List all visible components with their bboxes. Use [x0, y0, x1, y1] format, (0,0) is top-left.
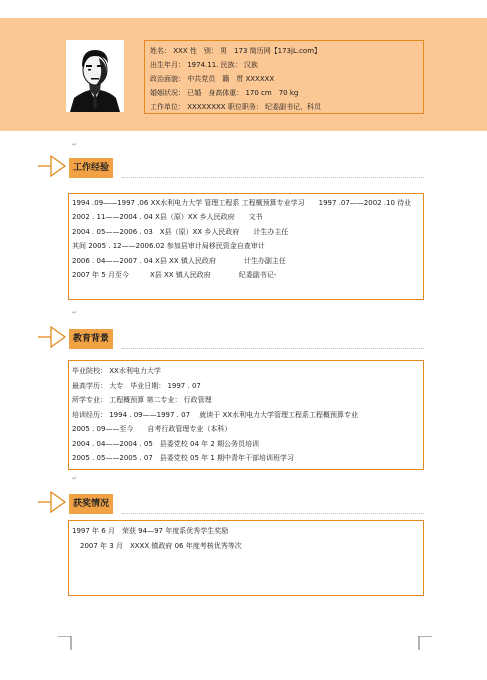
education-row: 2005 . 09——至今 自考行政管理专业（本科） [72, 425, 232, 433]
portrait-icon [66, 40, 124, 112]
section-divider [122, 348, 424, 349]
info-line-work: 工作单位： XXXXXXXX 职位职务： 纪委副书记、科员 [150, 103, 322, 111]
work-row: 2004 . 05——2006 . 03 X县（原）XX 乡人民政府 计生办主任 [72, 227, 289, 236]
info-line-marital: 婚姻状况： 已婚 身高体重： 170 cm 70 kg [150, 89, 299, 97]
award-row: 1997 年 6 月 荣获 94—97 年度系优秀学生奖励 [72, 527, 229, 535]
work-row: 2006 . 04——2007 . 04 X县 XX 镇人民政府 计生办副主任 [72, 256, 286, 265]
education-row: 最高学历： 大专 毕业日期： 1997 . 07 [72, 381, 201, 390]
arrow-right-outline-icon [37, 154, 67, 178]
work-row: 1994 .09——1997 .06 XX水利电力大学 管理工程系 工程概预算专业学习 1997 .07——2002 .10 待业 [72, 199, 412, 207]
portrait-photo [66, 40, 124, 112]
page-corner-mark [58, 636, 72, 650]
paragraph-mark: ↵ [72, 309, 78, 316]
awards-box [68, 520, 424, 596]
education-box [68, 360, 424, 470]
section-divider [122, 177, 424, 178]
section-title-awards: 获奖情况 [69, 494, 113, 514]
page-corner-mark [418, 636, 432, 650]
education-row: 2005 . 05——2005 . 07 县委党校 05 年 1 期中青年干部培训班学习 [72, 454, 295, 462]
education-row: 所学专业： 工程概预算 第二专业： 行政管理 [72, 396, 212, 404]
info-line-birth: 出生年月： 1974.11. 民族： 汉族 [150, 61, 258, 69]
info-line-name: 姓名： XXX 性 别： 男 173 简历网【173jL.com】 [150, 47, 322, 55]
paragraph-mark: ↵ [72, 141, 78, 148]
work-row: 其间 2005 . 12——2006.02 参加县审计局移民资金自查审计 [72, 242, 265, 250]
personal-info-box [144, 40, 424, 114]
section-title-education: 教育背景 [69, 329, 113, 349]
section-divider [122, 513, 424, 514]
award-row: 2007 年 3 月 XXXX 镇政府 06 年度考核优秀等次 [80, 541, 242, 550]
work-experience-box [68, 193, 424, 300]
info-line-politics: 政治面貌： 中共党员 籍 贯 XXXXXX [150, 75, 275, 83]
arrow-right-outline-icon [37, 490, 67, 514]
education-row: 2004 . 04——2004 . 05 县委党校 04 年 2 期公务员培训 [72, 439, 260, 448]
work-row: 2002 . 11——2004 . 04 X县（原）XX 乡人民政府 文书 [72, 213, 263, 221]
education-row: 毕业院校： XX水利电力大学 [72, 367, 161, 375]
arrow-right-outline-icon [37, 325, 67, 349]
paragraph-mark: ↵ [72, 475, 78, 482]
section-title-work: 工作经验 [69, 158, 113, 178]
work-row: 2007 年 5 月至今 X县 XX 镇人民政府 纪委副书记- [72, 271, 277, 279]
education-row: 培训经历： 1994 . 09——1997 . 07 就读于 XX水利电力大学管理工程系工程概预算专业 [72, 410, 359, 419]
